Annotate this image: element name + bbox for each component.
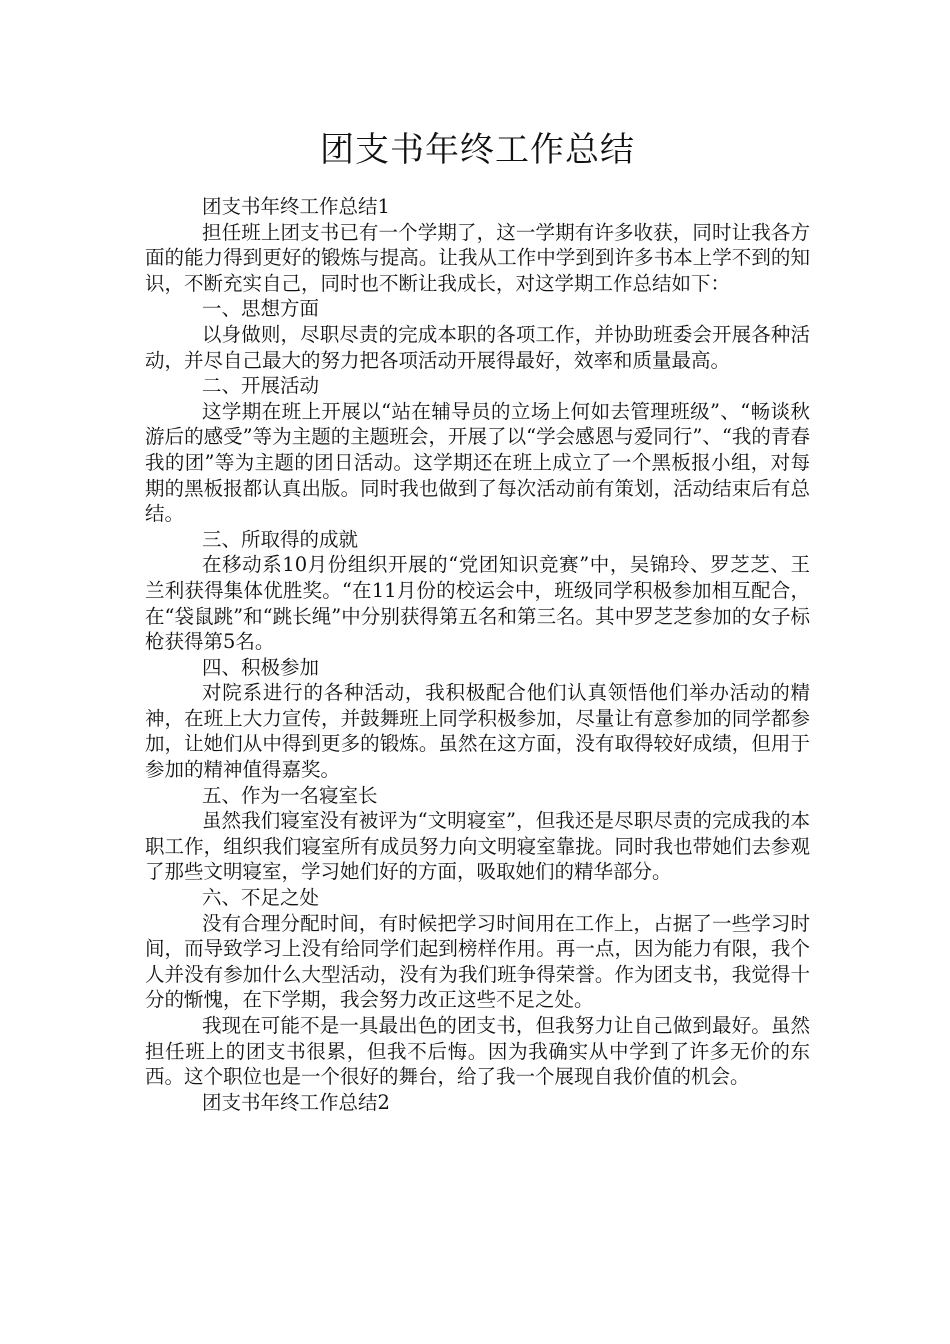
section-heading: 团支书年终工作总结1 xyxy=(202,195,390,218)
body-paragraph: 这学期在班上开展以“站在辅导员的立场上何如去管理班级”、“畅谈秋游后的感受”等为主题的主题班会，开展了以“学会感恩与爱同行”、“我的青春我的团”等为主题的团日活动。这学期还在班上成立了一个黑板报小组，对每期的黑板报都认真出版。同时我也做到了每次活动前有策划，活动结束后有总结。 xyxy=(145,399,810,526)
body-paragraph: 以身做则，尽职尽责的完成本职的各项工作，并协助班委会开展各种活动，并尽自己最大的努力把各项活动开展得最好，效率和质量最高。 xyxy=(145,322,810,372)
section-heading: 六、不足之处 xyxy=(202,886,320,910)
body-paragraph: 我现在可能不是一具最出色的团支书，但我努力让自己做到最好。虽然担任班上的团支书很累，但我不后悔。因为我确实从中学到了许多无价的东西。这个职位也是一个很好的舞台，给了我一个展现自我价值的机会。 xyxy=(145,1014,810,1089)
body-paragraph: 虽然我们寝室没有被评为“文明寝室”，但我还是尽职尽责的完成我的本职工作，组织我们寝室所有成员努力向文明寝室靠拢。同时我也带她们去参观了那些文明寝室，学习她们好的方面，吸取她们的精华部分。 xyxy=(145,809,810,884)
section-heading: 五、作为一名寝室长 xyxy=(202,783,378,807)
section-heading: 四、积极参加 xyxy=(202,655,320,679)
body-paragraph: 对院系进行的各种活动，我积极配合他们认真领悟他们举办活动的精神，在班上大力宣传，并鼓舞班上同学积极参加，尽量让有意参加的同学都参加，让她们从中得到更多的锻炼。虽然在这方面，没有取得较好成绩，但用于参加的精神值得嘉奖。 xyxy=(145,681,810,782)
section-heading: 一、思想方面 xyxy=(202,297,320,321)
section-heading: 三、所取得的成就 xyxy=(202,527,359,551)
body-paragraph: 没有合理分配时间，有时候把学习时间用在工作上，占据了一些学习时间，而导致学习上没有给同学们起到榜样作用。再一点，因为能力有限，我个人并没有参加什么大型活动，没有为我们班争得荣誉。作为团支书，我觉得十分的惭愧，在下学期，我会努力改正这些不足之处。 xyxy=(145,911,810,1012)
document-body xyxy=(145,194,810,1115)
body-paragraph: 在移动系10月份组织开展的“党团知识竞赛”中，吴锦玲、罗芝芝、王兰利获得集体优胜奖。“在11月份的校运会中，班级同学积极参加相互配合，在“袋鼠跳”和“跳长绳”中分别获得第五名和第三名。其中罗芝芝参加的女子标枪获得第5名。 xyxy=(145,553,810,654)
body-paragraph: 担任班上团支书已有一个学期了，这一学期有许多收获，同时让我各方面的能力得到更好的锻炼与提高。让我从工作中学到到许多书本上学不到的知识，不断充实自己，同时也不断让我成长，对这学期工作总结如下： xyxy=(145,220,810,295)
document-page xyxy=(145,128,810,1115)
section-heading: 二、开展活动 xyxy=(202,374,320,398)
document-title: 团支书年终工作总结 xyxy=(320,130,635,170)
section-heading: 团支书年终工作总结2 xyxy=(202,1090,390,1114)
